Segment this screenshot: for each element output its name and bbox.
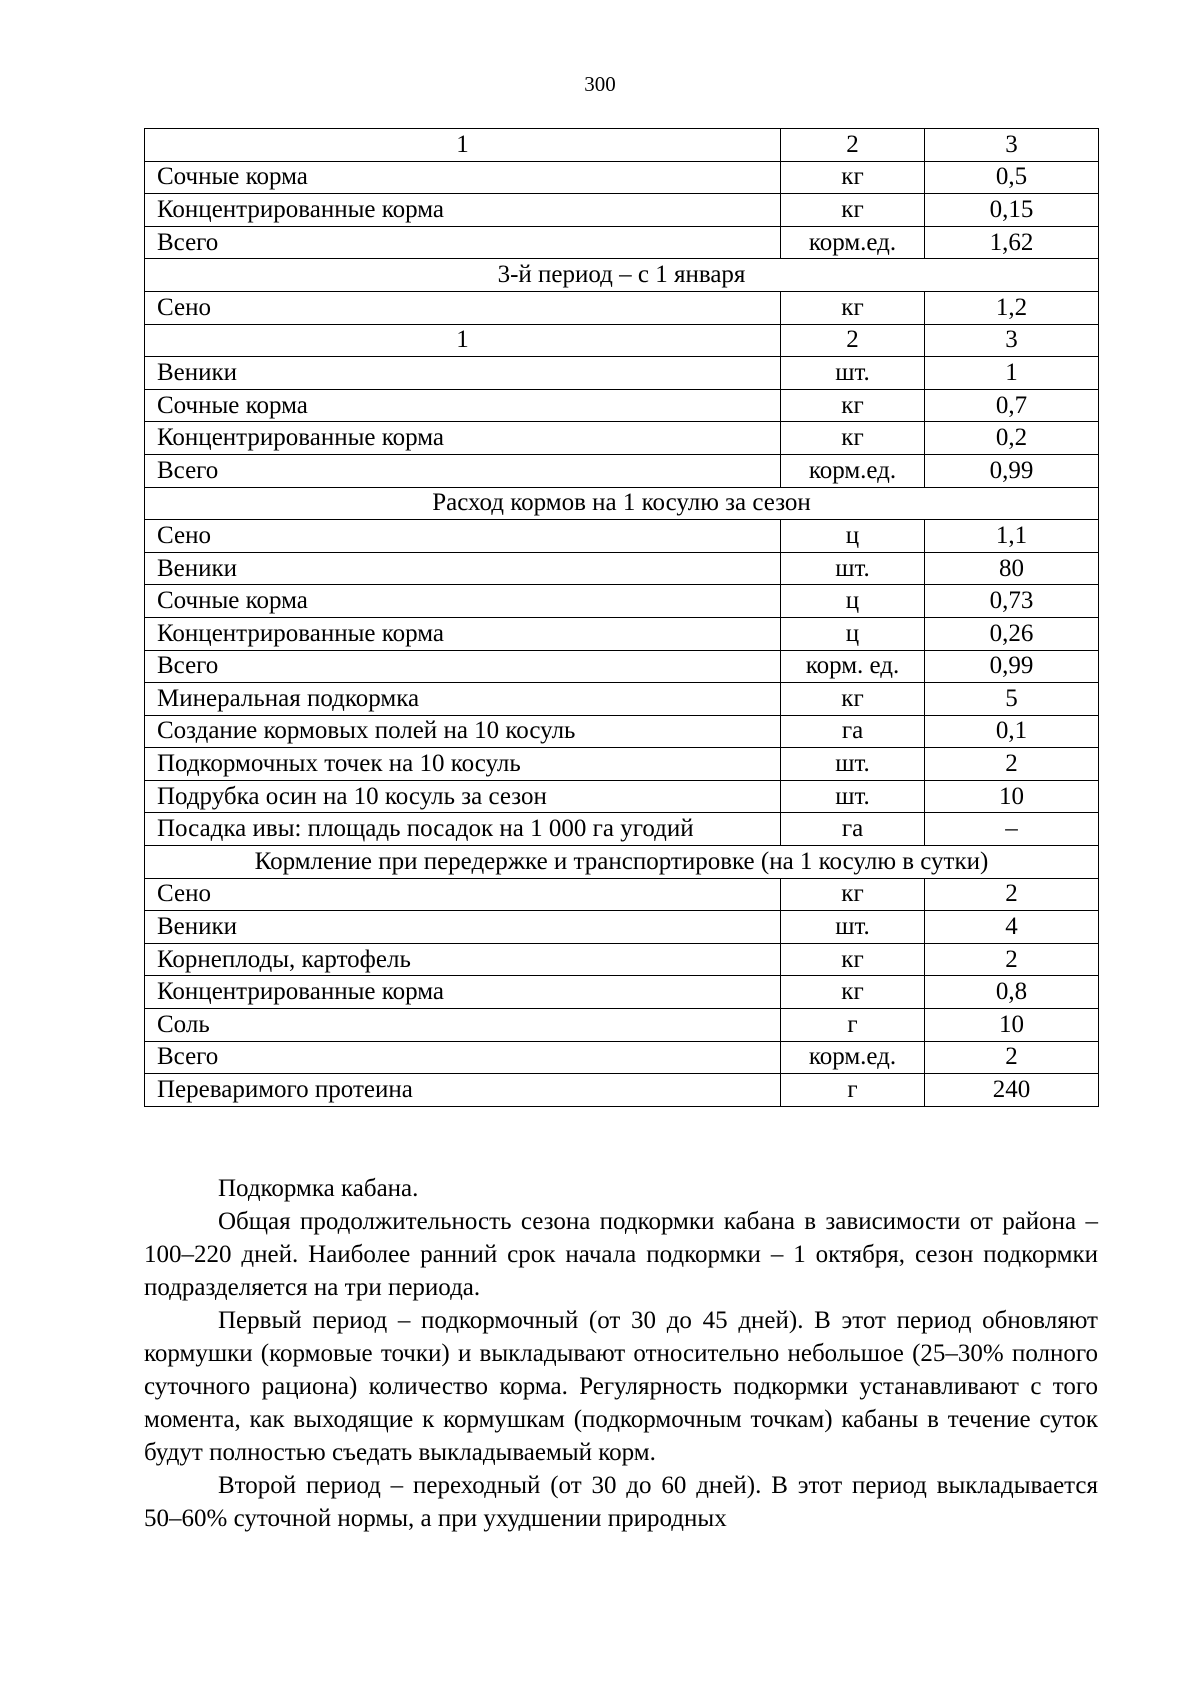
item-name-cell: Сочные корма <box>145 389 781 422</box>
item-name-cell: Корнеплоды, картофель <box>145 943 781 976</box>
table-row <box>145 650 1099 683</box>
item-name-cell: Всего <box>145 226 781 259</box>
item-name-cell: Сено <box>145 878 781 911</box>
unit-cell: шт. <box>781 748 925 781</box>
table-row <box>145 748 1099 781</box>
unit-cell: шт. <box>781 780 925 813</box>
item-name-cell: Сено <box>145 520 781 553</box>
unit-cell: корм.ед. <box>781 226 925 259</box>
paragraph-heading: Подкормка кабана. <box>218 1175 419 1202</box>
value-cell: 2 <box>925 748 1099 781</box>
item-name-cell: Всего <box>145 1041 781 1074</box>
value-cell: 2 <box>925 1041 1099 1074</box>
unit-cell: кг <box>781 194 925 227</box>
table-row <box>145 683 1099 716</box>
value-cell: 0,7 <box>925 389 1099 422</box>
value-cell: 2 <box>925 943 1099 976</box>
column-number-cell: 3 <box>925 129 1099 162</box>
section-header-cell: Кормление при передержке и транспортировке (на 1 косулю в сутки) <box>145 846 1099 879</box>
section-header-row <box>145 259 1099 292</box>
value-cell: 0,26 <box>925 617 1099 650</box>
column-number-row <box>145 324 1099 357</box>
unit-cell: ц <box>781 585 925 618</box>
table-row <box>145 389 1099 422</box>
table-row <box>145 617 1099 650</box>
column-number-cell: 1 <box>145 324 781 357</box>
item-name-cell: Подкормочных точек на 10 косуль <box>145 748 781 781</box>
table-row <box>145 161 1099 194</box>
item-name-cell: Переваримого протеина <box>145 1074 781 1107</box>
value-cell: 0,99 <box>925 454 1099 487</box>
body-text <box>144 1172 1098 1535</box>
item-name-cell: Посадка ивы: площадь посадок на 1 000 га угодий <box>145 813 781 846</box>
item-name-cell: Подрубка осин на 10 косуль за сезон <box>145 780 781 813</box>
value-cell: 0,1 <box>925 715 1099 748</box>
item-name-cell: Веники <box>145 357 781 390</box>
feed-norms-table <box>144 128 1099 1107</box>
value-cell: 2 <box>925 878 1099 911</box>
page-number: 300 <box>584 72 616 96</box>
unit-cell: га <box>781 813 925 846</box>
unit-cell: кг <box>781 161 925 194</box>
item-name-cell: Веники <box>145 552 781 585</box>
table-row <box>145 813 1099 846</box>
table-row <box>145 780 1099 813</box>
item-name-cell: Концентрированные корма <box>145 422 781 455</box>
item-name-cell: Концентрированные корма <box>145 617 781 650</box>
value-cell: – <box>925 813 1099 846</box>
table-row <box>145 911 1099 944</box>
section-header-row <box>145 846 1099 879</box>
table-row <box>145 520 1099 553</box>
table-row <box>145 1074 1099 1107</box>
value-cell: 1,2 <box>925 291 1099 324</box>
value-cell: 240 <box>925 1074 1099 1107</box>
item-name-cell: Сочные корма <box>145 585 781 618</box>
item-name-cell: Сено <box>145 291 781 324</box>
value-cell: 10 <box>925 1009 1099 1042</box>
value-cell: 1 <box>925 357 1099 390</box>
value-cell: 0,15 <box>925 194 1099 227</box>
item-name-cell: Концентрированные корма <box>145 194 781 227</box>
value-cell: 0,73 <box>925 585 1099 618</box>
unit-cell: га <box>781 715 925 748</box>
table-row <box>145 552 1099 585</box>
item-name-cell: Минеральная подкормка <box>145 683 781 716</box>
feed-norms-table-body <box>145 129 1099 1107</box>
table-row <box>145 976 1099 1009</box>
unit-cell: кг <box>781 422 925 455</box>
table-row <box>145 422 1099 455</box>
item-name-cell: Создание кормовых полей на 10 косуль <box>145 715 781 748</box>
value-cell: 0,2 <box>925 422 1099 455</box>
value-cell: 4 <box>925 911 1099 944</box>
table-row <box>145 878 1099 911</box>
unit-cell: кг <box>781 291 925 324</box>
table-row <box>145 226 1099 259</box>
table-row <box>145 585 1099 618</box>
unit-cell: корм.ед. <box>781 1041 925 1074</box>
paragraph: Общая продолжительность сезона подкормки кабана в зависимости от района – 100–220 дней. Наиболее ранний срок начала подкормки – 1 октября, сезон подкормки подразделяется на три периода. <box>144 1208 1098 1301</box>
item-name-cell: Всего <box>145 650 781 683</box>
unit-cell: корм. ед. <box>781 650 925 683</box>
value-cell: 10 <box>925 780 1099 813</box>
unit-cell: кг <box>781 878 925 911</box>
value-cell: 1,62 <box>925 226 1099 259</box>
unit-cell: кг <box>781 943 925 976</box>
unit-cell: шт. <box>781 911 925 944</box>
value-cell: 80 <box>925 552 1099 585</box>
item-name-cell: Всего <box>145 454 781 487</box>
unit-cell: г <box>781 1074 925 1107</box>
value-cell: 5 <box>925 683 1099 716</box>
item-name-cell: Сочные корма <box>145 161 781 194</box>
value-cell: 1,1 <box>925 520 1099 553</box>
table-row <box>145 715 1099 748</box>
paragraph: Второй период – переходный (от 30 до 60 дней). В этот период выкладывается 50–60% суточной нормы, а при ухудшении природных <box>144 1472 1098 1532</box>
paragraph: Первый период – подкормочный (от 30 до 45 дней). В этот период обновляют кормушки (кормовые точки) и выкладывают относительно небольшое (25–30% полного суточного рациона) количество корма. Регулярность подкормки устанавливают с того момента, как выходящие к кормушкам (подкормочным точкам) кабаны в течение суток будут полностью съедать выкладываемый корм. <box>144 1307 1098 1466</box>
unit-cell: ц <box>781 617 925 650</box>
item-name-cell: Веники <box>145 911 781 944</box>
unit-cell: шт. <box>781 357 925 390</box>
unit-cell: ц <box>781 520 925 553</box>
section-header-row <box>145 487 1099 520</box>
column-number-cell: 2 <box>781 129 925 162</box>
section-header-cell: 3-й период – с 1 января <box>145 259 1099 292</box>
column-number-cell: 3 <box>925 324 1099 357</box>
table-row <box>145 291 1099 324</box>
section-header-cell: Расход кормов на 1 косулю за сезон <box>145 487 1099 520</box>
table-row <box>145 943 1099 976</box>
column-number-row <box>145 129 1099 162</box>
item-name-cell: Соль <box>145 1009 781 1042</box>
value-cell: 0,8 <box>925 976 1099 1009</box>
unit-cell: кг <box>781 683 925 716</box>
table-row <box>145 1009 1099 1042</box>
unit-cell: шт. <box>781 552 925 585</box>
column-number-cell: 2 <box>781 324 925 357</box>
table-row <box>145 194 1099 227</box>
item-name-cell: Концентрированные корма <box>145 976 781 1009</box>
unit-cell: г <box>781 1009 925 1042</box>
value-cell: 0,99 <box>925 650 1099 683</box>
table-row <box>145 1041 1099 1074</box>
unit-cell: кг <box>781 389 925 422</box>
value-cell: 0,5 <box>925 161 1099 194</box>
unit-cell: корм.ед. <box>781 454 925 487</box>
table-row <box>145 454 1099 487</box>
column-number-cell: 1 <box>145 129 781 162</box>
unit-cell: кг <box>781 976 925 1009</box>
table-row <box>145 357 1099 390</box>
